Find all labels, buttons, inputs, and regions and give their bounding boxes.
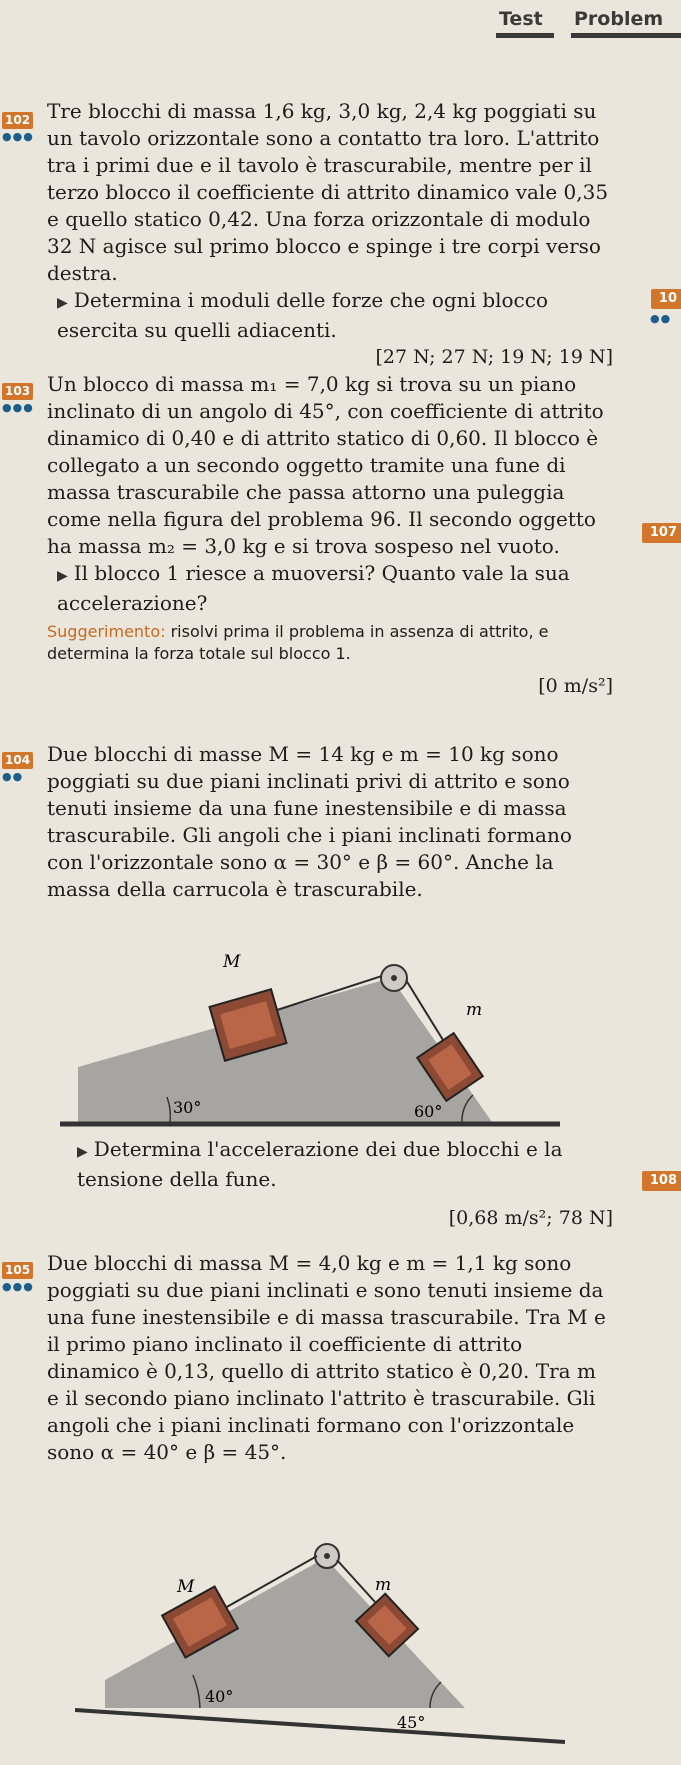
- problem-104-figure: [60, 945, 560, 1155]
- problem-103-hint-label: Suggerimento:: [47, 622, 166, 641]
- problem-105-text: Due blocchi di massa M = 4,0 kg e m = 1,1 kg sono poggiati su due piani inclinati e sono tenuti insieme da una fune inestensibile e di massa trascurabile. Tra M e il primo piano inclinato il coefficiente di attrito dinamico è 0,13, quello di attrito statico è 0,20. Tra m e il secondo piano inclinato l'attrito è trascurabile. Gli angoli che i piani inclinati formano con l'orizzontale sono α = 40° e β = 45°.: [47, 1251, 606, 1464]
- problem-105-difficulty: ●●●: [2, 1280, 34, 1293]
- problem-102-answer: [27 N; 27 N; 19 N; 19 N]: [375, 346, 613, 368]
- label-M: M: [223, 952, 241, 972]
- problem-104-number: 104: [2, 752, 33, 769]
- problem-104: [47, 741, 613, 903]
- header-tab-problem[interactable]: Problem: [574, 8, 664, 30]
- problem-103-number: 103: [2, 383, 33, 400]
- problem-105-number: 105: [2, 1262, 33, 1279]
- angle-label-left: 30°: [173, 1098, 202, 1117]
- problem-104-answer: [0,68 m/s²; 78 N]: [448, 1207, 613, 1229]
- label-m: m: [375, 1575, 392, 1595]
- header-underline-problem: [571, 33, 681, 38]
- problem-103-task: Il blocco 1 riesce a muoversi? Quanto vale la sua accelerazione?: [57, 561, 570, 615]
- problem-103-answer: [0 m/s²]: [538, 675, 613, 697]
- side-problem-badge-1: 10: [651, 289, 681, 309]
- bullet-icon: ▶: [77, 1144, 88, 1160]
- side-difficulty-dots-1: ●●: [650, 312, 672, 325]
- problem-102-number: 102: [2, 112, 33, 129]
- angle-label-right: 45°: [397, 1713, 426, 1732]
- problem-104-difficulty: ●●: [2, 770, 24, 783]
- problem-102-text: Tre blocchi di massa 1,6 kg, 3,0 kg, 2,4 kg poggiati su un tavolo orizzontale sono a contatto tra loro. L'attrito tra i primi due e il tavolo è trascurabile, mentre per il terzo blocco il coefficiente di attrito dinamico vale 0,35 e quello statico 0,42. Una forza orizzontale di modulo 32 N agisce sul primo blocco e spinge i tre corpi verso destra.: [47, 99, 609, 285]
- problem-104-tail: [47, 1136, 613, 1232]
- problem-104-task: Determina l'accelerazione dei due blocchi e la tensione della fune.: [77, 1137, 563, 1191]
- side-problem-badge-3: 108: [642, 1171, 681, 1191]
- problem-103-text: Un blocco di massa m₁ = 7,0 kg si trova su un piano inclinato di un angolo di 45°, con coefficiente di attrito dinamico di 0,40 e di attrito statico di 0,60. Il blocco è collegato a un secondo oggetto tramite una fune di massa trascurabile che passa attorno una puleggia come nella figura del problema 96. Il secondo oggetto ha massa m₂ = 3,0 kg e si trova sospeso nel vuoto.: [47, 372, 604, 558]
- problem-103-difficulty: ●●●: [2, 401, 34, 414]
- problem-102-difficulty: ●●●: [2, 130, 34, 143]
- pulley-axle: [324, 1553, 330, 1559]
- problem-105-figure: [75, 1530, 565, 1765]
- problem-103-hint: risolvi prima il problema in assenza di attrito, e determina la forza totale sul blocco 1.: [47, 622, 549, 663]
- problem-105: [47, 1250, 613, 1466]
- problem-104-text: Due blocchi di masse M = 14 kg e m = 10 kg sono poggiati su due piani inclinati privi di attrito e sono tenuti insieme da una fune inestensibile e di massa trascurabile. Gli angoli che i piani inclinati formano con l'orizzontale sono α = 30° e β = 60°. Anche la massa della carrucola è trascurabile.: [47, 742, 572, 901]
- bullet-icon: ▶: [57, 568, 68, 584]
- bullet-icon: ▶: [57, 295, 68, 311]
- angle-label-right: 60°: [414, 1102, 443, 1121]
- problem-103: [47, 371, 613, 700]
- header-underline-test: [496, 33, 554, 38]
- header-tab-test[interactable]: Test: [499, 8, 543, 30]
- problem-102-task: Determina i moduli delle forze che ogni blocco esercita su quelli adiacenti.: [57, 288, 548, 342]
- label-m: m: [466, 1000, 483, 1020]
- problem-102: [47, 98, 613, 371]
- page-header: [481, 0, 681, 40]
- side-problem-badge-2: 107: [642, 523, 681, 543]
- label-M: M: [177, 1577, 195, 1597]
- ground-line: [75, 1710, 565, 1742]
- pulley-axle: [391, 975, 397, 981]
- angle-label-left: 40°: [205, 1687, 234, 1706]
